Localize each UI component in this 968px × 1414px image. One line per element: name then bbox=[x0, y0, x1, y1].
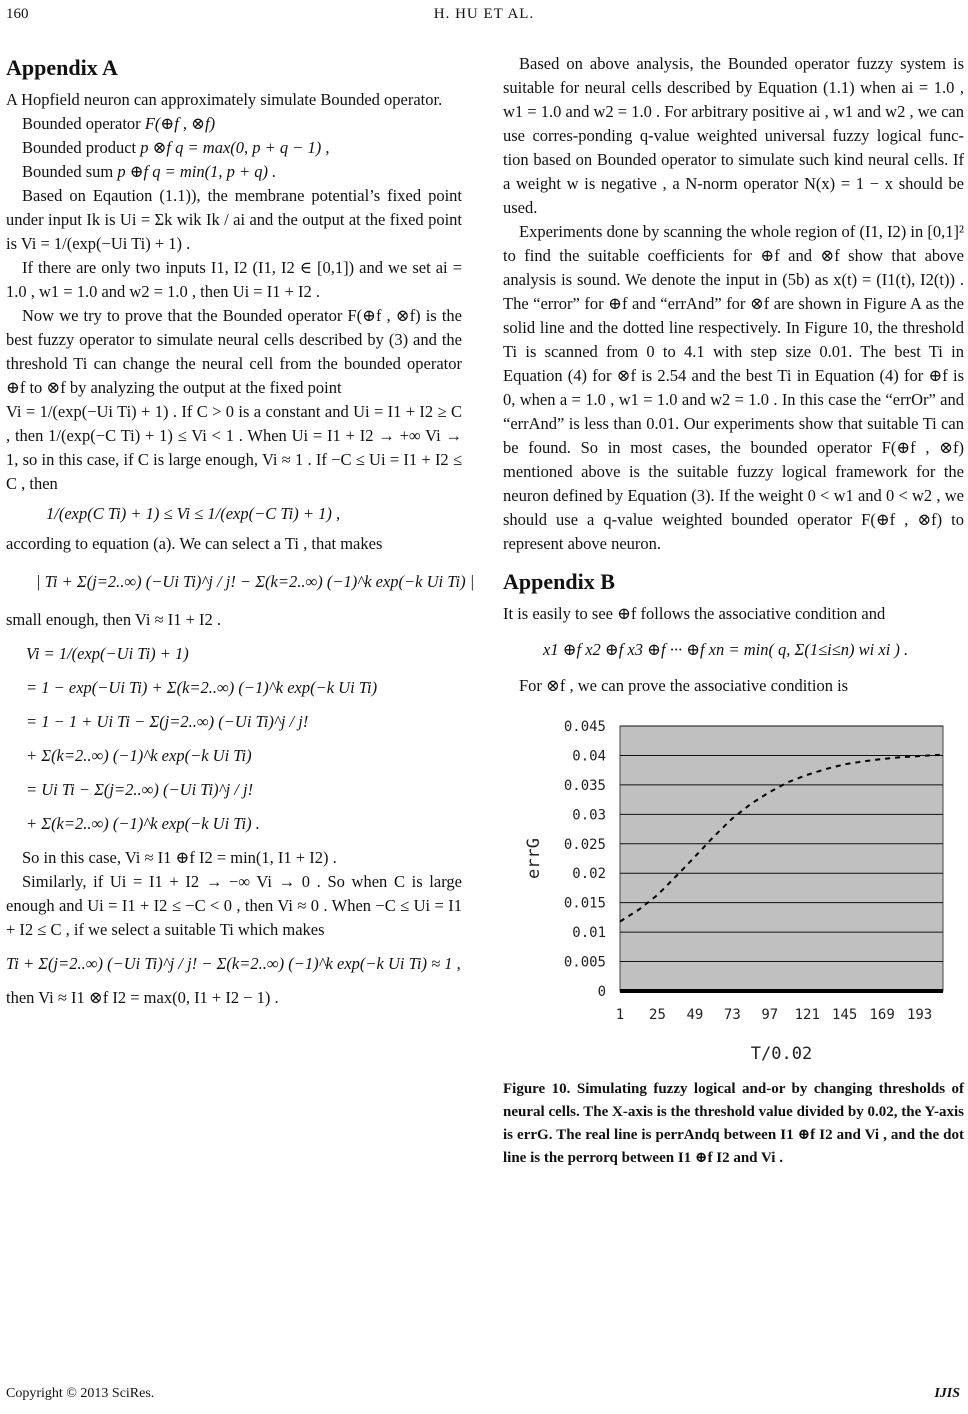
y-tick-label: 0.03 bbox=[572, 807, 606, 824]
journal-name: IJIS bbox=[934, 1386, 960, 1401]
label: Bounded sum bbox=[22, 162, 114, 181]
paragraph: Experiments done by scanning the whole region of (I1, I2) in [0,1]² to find the suitable coefficients for ⊕f and ⊗f show that above analysis is sound. We denote the input in (5b) as x(t) = (I1(t), I2(t)) . The “error” for ⊕f and “errAnd” for ⊗f are shown in Figure A as the solid line and the dotted line respectively. In Figure 10, the threshold Ti is scanned from 0 to 4.1 with step size 0.01. The best Ti in Equation (4) for ⊗f is 2.54 and the best Ti in Equation (4) for ⊕f is 0, when a = 1.0 , w1 = 1.0 and w2 = 1.0 . In this case the “errOr” and “errAnd” is less than 0.01. Our experiments show that suitable Ti can be found. So in most cases, the bounded operator F(⊕f , ⊗f) mentioned above is the suitable fuzzy logical framework for the neuron defined by Equation (3). If the weight 0 < w1 and 0 < w2 , we should use a q-value weighted bounded operator F(⊕f , ⊗f) to represent above neuron. bbox=[503, 222, 964, 553]
paragraph: Vi = 1/(exp(−Ui Ti) + 1) . If C > 0 is a constant and Ui = I1 + I2 ≥ C , then 1/(exp(−C Ti) + 1) ≤ Vi < 1 . When Ui = I1 + I2 → +∞ Vi → 1, so in this case, if C is large enough, Vi ≈ 1 . If −C ≤ Ui = I1 + I2 ≤ C , then bbox=[6, 402, 462, 493]
y-tick-label: 0.005 bbox=[563, 954, 606, 971]
x-tick-label: 193 bbox=[906, 1007, 933, 1023]
equation: | Ti + Σ(j=2..∞) (−Ui Ti)^j / j! − Σ(k=2..∞) (−1)^k exp(−k Ui Ti) | bbox=[36, 572, 475, 591]
y-tick-label: 0.015 bbox=[563, 895, 606, 912]
equation: Ti + Σ(j=2..∞) (−Ui Ti)^j / j! − Σ(k=2..∞) (−1)^k exp(−k Ui Ti) ≈ 1 , bbox=[6, 954, 461, 973]
bounded-product-line bbox=[6, 136, 462, 160]
label: Bounded product bbox=[22, 138, 137, 157]
label: Bounded operator bbox=[22, 114, 141, 133]
x-tick-label: 145 bbox=[832, 1007, 858, 1023]
right-column bbox=[503, 52, 964, 1170]
page-number: 160 bbox=[6, 6, 29, 22]
formula: p ⊕f q = min(1, p + q) . bbox=[117, 162, 277, 181]
x-tick-label: 49 bbox=[686, 1007, 704, 1023]
figure-caption: Figure 10. Simulating fuzzy logical and-or by changing thresholds of neural cells. The X-axis is the threshold value divided by 0.02, the Y-axis is errG. The real line is perrAndq between I1 ⊕f I2 and Vi , and the dot line is the perrorq between I1 ⊕f I2 and Vi . bbox=[503, 1081, 964, 1166]
copyright: Copyright © 2013 SciRes. bbox=[6, 1386, 155, 1401]
paragraph: then Vi ≈ I1 ⊗f I2 = max(0, I1 + I2 − 1) . bbox=[6, 988, 279, 1007]
plot-area bbox=[620, 726, 943, 991]
paragraph: If there are only two inputs I1, I2 (I1, I2 ∈ [0,1]) and we set ai = 1.0 , w1 = 1.0 and w2 = 1.0 , then Ui = I1 + I2 . bbox=[6, 258, 462, 301]
paragraph: For ⊗f , we can prove the associative condition is bbox=[519, 676, 849, 695]
left-column bbox=[6, 52, 475, 1010]
bounded-operator-line bbox=[6, 112, 462, 136]
equation: = 1 − 1 + Ui Ti − Σ(j=2..∞) (−Ui Ti)^j / j! bbox=[26, 712, 309, 731]
paragraph: Similarly, if Ui = I1 + I2 → −∞ Vi → 0 . So when C is large enough and Ui = I1 + I2 ≤ −C < 0 , then Vi ≈ 0 . When −C ≤ Ui = I1 + I2 ≤ C , if we select a suitable Ti which makes bbox=[6, 872, 462, 939]
x-tick-label: 97 bbox=[761, 1007, 779, 1023]
paragraph: according to equation (a). We can select a Ti , that makes bbox=[6, 534, 383, 553]
equation: + Σ(k=2..∞) (−1)^k exp(−k Ui Ti) . bbox=[26, 814, 260, 833]
paragraph: small enough, then Vi ≈ I1 + I2 . bbox=[6, 610, 222, 629]
paragraph: Based on above analysis, the Bounded operator fuzzy system is suitable for neural cells described by Equation (1.1) when ai = 1.0 , w1 = 1.0 and w2 = 1.0 . For arbitrary positive ai , w1 and w2 , we can use corres-ponding q-value weighted universal fuzzy logical func-tion based on Bounded operator to simulate such kind neural cells. If a weight w is negative , a N-norm operator N(x) = 1 − x should be used. bbox=[503, 54, 964, 217]
equation: + Σ(k=2..∞) (−1)^k exp(−k Ui Ti) bbox=[26, 746, 252, 765]
x-tick-label: 1 bbox=[615, 1007, 625, 1023]
appendix-a-heading: Appendix A bbox=[6, 55, 118, 80]
derivation bbox=[6, 642, 462, 836]
y-tick-label: 0.035 bbox=[563, 777, 606, 794]
x-tick-label: 169 bbox=[869, 1007, 895, 1023]
x-axis-label: T/0.02 bbox=[750, 1044, 813, 1064]
y-tick-label: 0.02 bbox=[572, 866, 606, 883]
figure-10 bbox=[503, 708, 964, 1068]
formula: p ⊗f q = max(0, p + q − 1) , bbox=[140, 138, 330, 157]
paragraph: It is easily to see ⊕f follows the associative condition and bbox=[503, 604, 886, 623]
x-tick-label: 121 bbox=[794, 1007, 820, 1023]
page-header bbox=[0, 6, 968, 30]
appendix-b-heading: Appendix B bbox=[503, 569, 615, 594]
paragraph: Based on Eqaution (1.1)), the membrane potential’s fixed point under input Ik is Ui = Σk wik Ik / ai and the output at the fixed point is Vi = 1/(exp(−Ui Ti) + 1) . bbox=[6, 186, 462, 253]
y-tick-label: 0.025 bbox=[563, 836, 606, 853]
equation: = Ui Ti − Σ(j=2..∞) (−Ui Ti)^j / j! bbox=[26, 780, 254, 799]
equation: = 1 − exp(−Ui Ti) + Σ(k=2..∞) (−1)^k exp(−k Ui Ti) bbox=[26, 678, 378, 697]
paragraph: So in this case, Vi ≈ I1 ⊕f I2 = min(1, I1 + I2) . bbox=[22, 848, 337, 867]
y-tick-label: 0.045 bbox=[563, 719, 606, 735]
paragraph: A Hopfield neuron can approximately simulate Bounded operator. bbox=[6, 90, 443, 109]
page-footer bbox=[0, 1386, 968, 1408]
x-tick-label: 73 bbox=[723, 1007, 741, 1023]
y-tick-label: 0.01 bbox=[572, 925, 606, 942]
paragraph: Now we try to prove that the Bounded operator F(⊕f , ⊗f) is the best fuzzy operator to simulate neural cells described by (3) and the threshold Ti can change the neural cell from the bounded operator ⊕f to ⊗f by analyzing the output at the fixed point bbox=[6, 306, 462, 397]
bounded-sum-line bbox=[6, 160, 462, 184]
y-tick-label: 0.04 bbox=[572, 748, 606, 765]
y-axis-label: errG bbox=[524, 838, 544, 879]
formula: F(⊕f , ⊗f) bbox=[144, 114, 216, 133]
x-tick-label: 25 bbox=[649, 1007, 666, 1023]
y-tick-label: 0 bbox=[597, 984, 606, 1000]
chart bbox=[503, 708, 964, 1068]
equation: 1/(exp(C Ti) + 1) ≤ Vi ≤ 1/(exp(−C Ti) + 1) , bbox=[46, 504, 341, 523]
running-head: H. HU ET AL. bbox=[433, 6, 535, 22]
equation: Vi = 1/(exp(−Ui Ti) + 1) bbox=[26, 644, 189, 663]
equation: x1 ⊕f x2 ⊕f x3 ⊕f ··· ⊕f xn = min( q, Σ(1≤i≤n) wi xi ) . bbox=[543, 640, 909, 659]
